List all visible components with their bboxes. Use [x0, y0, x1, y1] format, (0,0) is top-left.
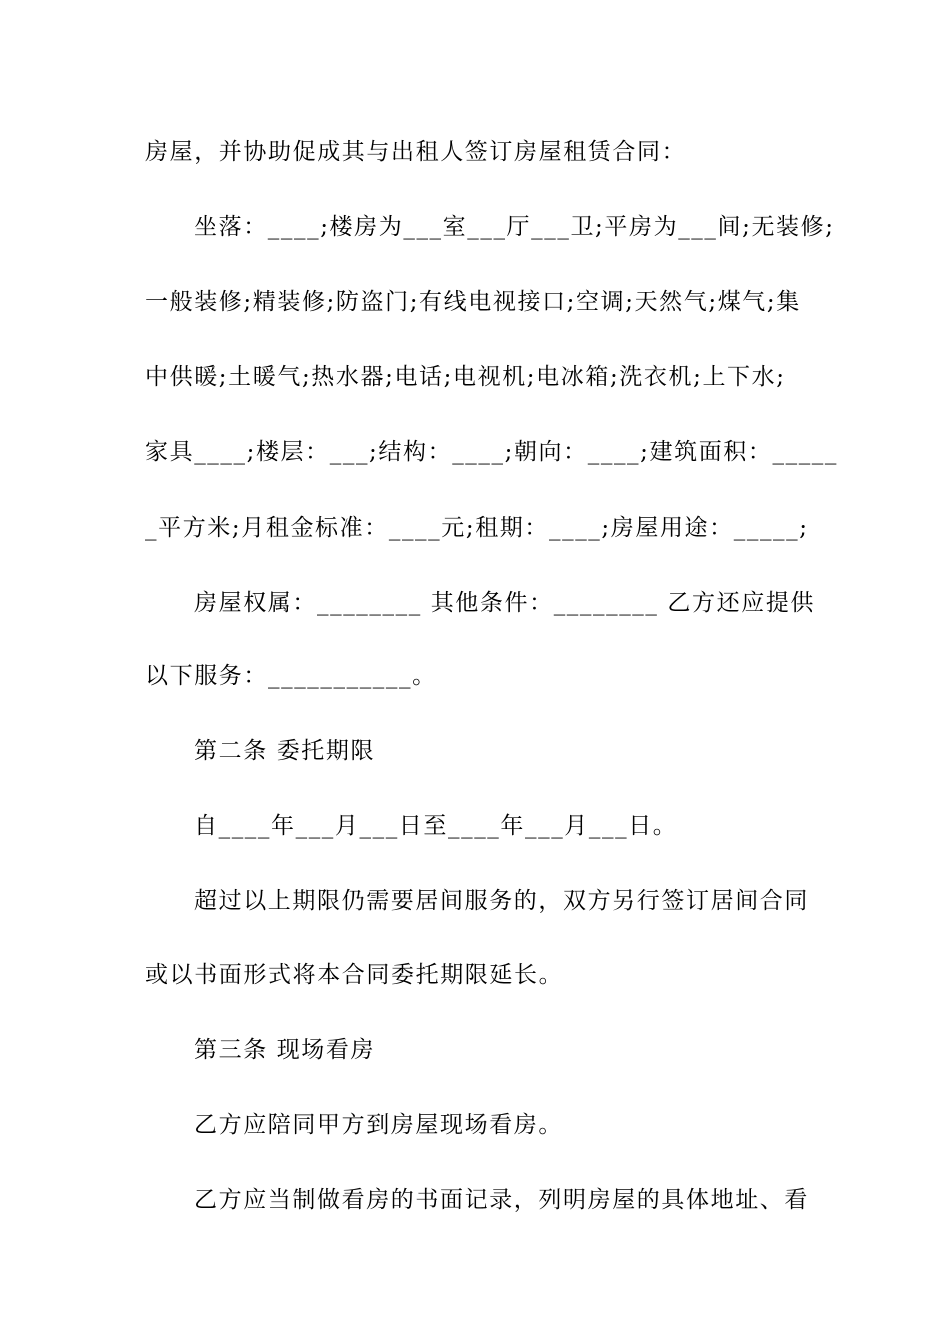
section-heading: 第三条 现场看房 — [194, 1037, 376, 1063]
text-line: 一般装修;精装修;防盗门;有线电视接口;空调;天然气;煤气;集 — [145, 289, 801, 315]
text-line: 坐落：____;楼房为___室___厅___卫;平房为___间;无装修; — [194, 214, 835, 240]
text-line: 以下服务：___________。 — [145, 663, 437, 689]
text-line: 乙方应陪同甲方到房屋现场看房。 — [194, 1112, 563, 1138]
text-line: 自____年___月___日至____年___月___日。 — [194, 813, 678, 839]
section-heading: 第二条 委托期限 — [194, 738, 376, 764]
text-line: 乙方应当制做看房的书面记录，列明房屋的具体地址、看 — [194, 1187, 809, 1213]
text-line: 或以书面形式将本合同委托期限延长。 — [145, 962, 564, 988]
text-line: 中供暖;土暖气;热水器;电话;电视机;电冰箱;洗衣机;上下水; — [145, 364, 786, 390]
text-line: 房屋权属：________ 其他条件：________ 乙方还应提供 — [194, 590, 816, 616]
text-line: 房屋，并协助促成其与出租人签订房屋租赁合同： — [145, 139, 687, 165]
text-line: 超过以上期限仍需要居间服务的，双方另行签订居间合同 — [194, 888, 809, 914]
text-line: _平方米;月租金标准：____元;租期：____;房屋用途：_____; — [145, 515, 809, 541]
text-line: 家具____;楼层：___;结构：____;朝向：____;建筑面积：_____ — [145, 439, 838, 465]
